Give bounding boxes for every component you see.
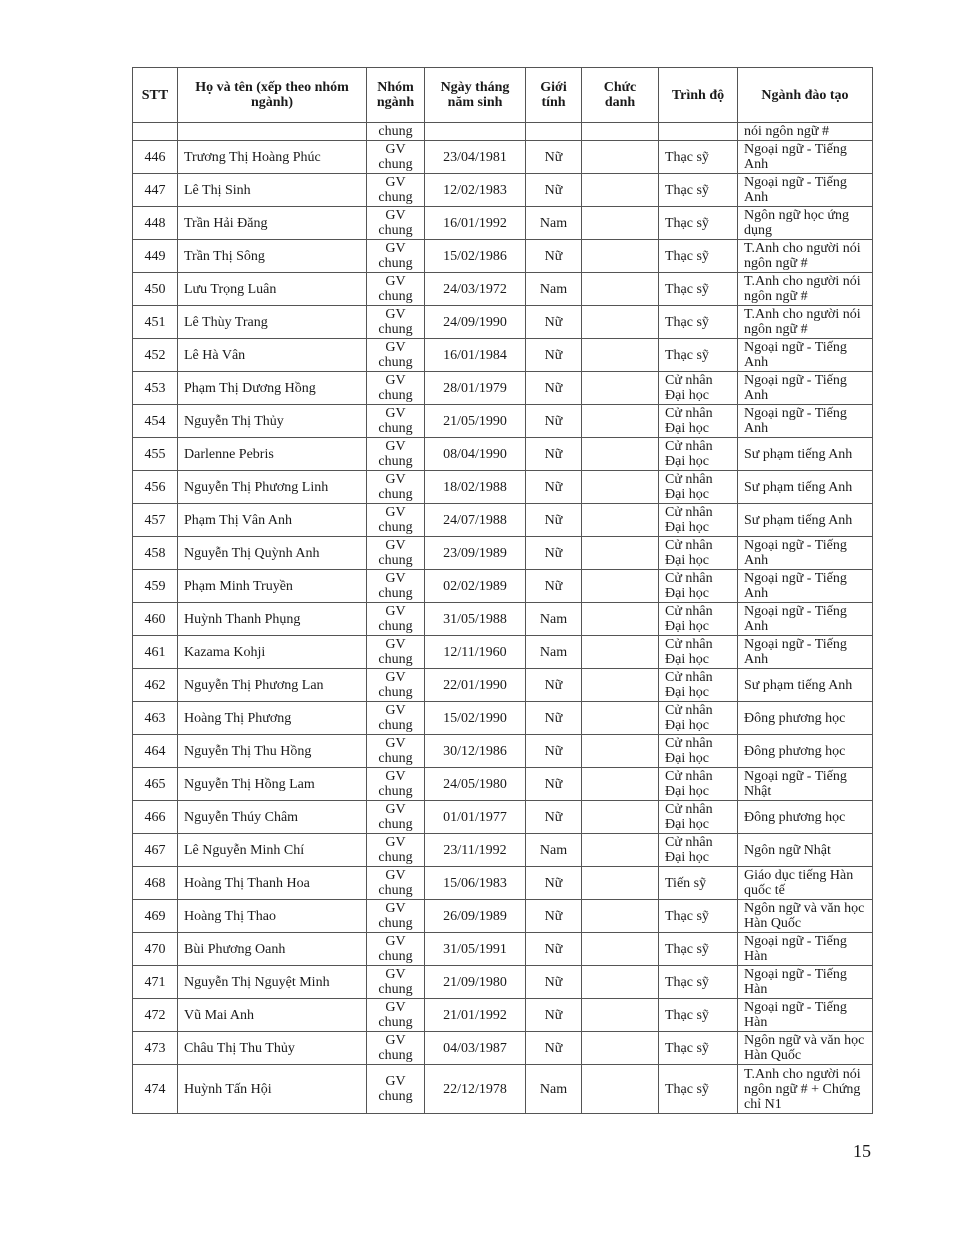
table-row [133,999,873,1032]
cell-dob: 15/06/1983 [425,867,526,900]
cell-title [582,735,659,768]
cell-dob: 26/09/1989 [425,900,526,933]
cell-gender: Nữ [526,933,582,966]
table-row [133,966,873,999]
cell-gender: Nữ [526,240,582,273]
table-row [133,603,873,636]
cell-title [582,306,659,339]
cell-gender: Nữ [526,867,582,900]
cell-stt: 448 [133,207,178,240]
cell-gender: Nữ [526,570,582,603]
cell-title [582,834,659,867]
cell-name: Phạm Minh Truyền [178,570,367,603]
table-row [133,636,873,669]
cell-major: T.Anh cho người nói ngôn ngữ # + Chứng chỉ N1 [738,1065,873,1114]
cell-group: GV chung [367,603,425,636]
cell-name: Lê Hà Vân [178,339,367,372]
cell-group: GV chung [367,273,425,306]
cell-dob: 12/02/1983 [425,174,526,207]
cell-title [582,966,659,999]
cell-major: T.Anh cho người nói ngôn ngữ # [738,306,873,339]
cell-gender: Nữ [526,306,582,339]
table-row [133,702,873,735]
cell-name: Lưu Trọng Luân [178,273,367,306]
cell-dob: 23/04/1981 [425,141,526,174]
cell-name [178,123,367,141]
table-row [133,273,873,306]
cell-gender [526,123,582,141]
header-name: Họ và tên (xếp theo nhóm ngành) [178,68,367,123]
cell-degree: Thạc sỹ [659,174,738,207]
cell-dob: 21/05/1990 [425,405,526,438]
cell-stt: 449 [133,240,178,273]
cell-gender: Nữ [526,438,582,471]
cell-gender: Nữ [526,174,582,207]
cell-name: Bùi Phương Oanh [178,933,367,966]
cell-gender: Nữ [526,801,582,834]
table-row [133,801,873,834]
cell-name: Nguyễn Thị Hồng Lam [178,768,367,801]
cell-major: Ngôn ngữ và văn học Hàn Quốc [738,1032,873,1065]
cell-major: Ngôn ngữ Nhật [738,834,873,867]
cell-name: Nguyễn Thúy Châm [178,801,367,834]
cell-degree: Cử nhân Đại học [659,669,738,702]
cell-major: Ngoại ngữ - Tiếng Anh [738,141,873,174]
cell-gender: Nam [526,834,582,867]
cell-degree: Cử nhân Đại học [659,372,738,405]
cell-stt: 472 [133,999,178,1032]
cell-title [582,636,659,669]
cell-dob [425,123,526,141]
header-dob: Ngày tháng năm sinh [425,68,526,123]
cell-stt: 474 [133,1065,178,1114]
table-row [133,768,873,801]
cell-stt: 461 [133,636,178,669]
table-row [133,867,873,900]
cell-stt: 463 [133,702,178,735]
cell-name: Nguyễn Thị Thu Hồng [178,735,367,768]
cell-name: Trần Thị Sông [178,240,367,273]
cell-stt: 467 [133,834,178,867]
cell-gender: Nam [526,273,582,306]
cell-title [582,141,659,174]
cell-stt: 462 [133,669,178,702]
cell-stt: 446 [133,141,178,174]
cell-title [582,801,659,834]
cell-name: Darlenne Pebris [178,438,367,471]
table-row [133,1032,873,1065]
header-group: Nhóm ngành [367,68,425,123]
cell-dob: 15/02/1986 [425,240,526,273]
cell-degree: Thạc sỹ [659,339,738,372]
cell-dob: 16/01/1992 [425,207,526,240]
cell-dob: 15/02/1990 [425,702,526,735]
table-row [133,339,873,372]
table-row [133,504,873,537]
continuation-row [133,123,873,141]
cell-title [582,372,659,405]
cell-major: Sư phạm tiếng Anh [738,504,873,537]
cell-group: GV chung [367,141,425,174]
cell-dob: 02/02/1989 [425,570,526,603]
cell-stt: 451 [133,306,178,339]
cell-title [582,768,659,801]
cell-degree: Cử nhân Đại học [659,438,738,471]
cell-degree: Thạc sỹ [659,999,738,1032]
cell-title [582,123,659,141]
header-major: Ngành đào tạo [738,68,873,123]
cell-degree: Thạc sỹ [659,1065,738,1114]
cell-group: GV chung [367,966,425,999]
cell-gender: Nữ [526,999,582,1032]
cell-group: GV chung [367,933,425,966]
cell-major: Ngoại ngữ - Tiếng Nhật [738,768,873,801]
cell-stt: 447 [133,174,178,207]
cell-group: GV chung [367,900,425,933]
table-row [133,438,873,471]
cell-degree: Cử nhân Đại học [659,834,738,867]
cell-group: chung [367,123,425,141]
cell-major: Ngoại ngữ - Tiếng Anh [738,372,873,405]
cell-gender: Nữ [526,735,582,768]
cell-major: Ngoại ngữ - Tiếng Hàn [738,999,873,1032]
cell-title [582,999,659,1032]
cell-group: GV chung [367,240,425,273]
cell-name: Lê Thị Sinh [178,174,367,207]
cell-name: Nguyễn Thị Phương Linh [178,471,367,504]
cell-group: GV chung [367,999,425,1032]
cell-name: Hoàng Thị Thanh Hoa [178,867,367,900]
cell-group: GV chung [367,702,425,735]
cell-stt: 459 [133,570,178,603]
cell-major: Ngôn ngữ và văn học Hàn Quốc [738,900,873,933]
cell-name: Lê Thùy Trang [178,306,367,339]
cell-gender: Nam [526,603,582,636]
cell-group: GV chung [367,438,425,471]
table-row [133,669,873,702]
cell-degree: Cử nhân Đại học [659,702,738,735]
cell-gender: Nữ [526,702,582,735]
cell-degree: Cử nhân Đại học [659,537,738,570]
cell-major: Ngoại ngữ - Tiếng Anh [738,636,873,669]
cell-degree: Thạc sỹ [659,966,738,999]
cell-stt: 455 [133,438,178,471]
cell-group: GV chung [367,867,425,900]
cell-dob: 12/11/1960 [425,636,526,669]
cell-title [582,933,659,966]
cell-gender: Nam [526,636,582,669]
cell-title [582,669,659,702]
cell-group: GV chung [367,537,425,570]
cell-degree: Thạc sỹ [659,273,738,306]
cell-dob: 24/07/1988 [425,504,526,537]
cell-gender: Nữ [526,372,582,405]
cell-stt: 468 [133,867,178,900]
cell-stt: 465 [133,768,178,801]
cell-gender: Nữ [526,405,582,438]
cell-gender: Nữ [526,900,582,933]
cell-title [582,570,659,603]
table-header-row [133,68,873,123]
table-row [133,1065,873,1114]
cell-group: GV chung [367,504,425,537]
cell-title [582,438,659,471]
cell-name: Huỳnh Tấn Hội [178,1065,367,1114]
cell-dob: 01/01/1977 [425,801,526,834]
cell-stt: 466 [133,801,178,834]
table-row [133,405,873,438]
cell-group: GV chung [367,372,425,405]
cell-degree: Cử nhân Đại học [659,570,738,603]
cell-degree: Cử nhân Đại học [659,735,738,768]
cell-degree: Thạc sỹ [659,1032,738,1065]
cell-gender: Nữ [526,1032,582,1065]
cell-major: T.Anh cho người nói ngôn ngữ # [738,273,873,306]
cell-gender: Nữ [526,141,582,174]
cell-title [582,900,659,933]
cell-major: Đông phương học [738,735,873,768]
cell-major: Đông phương học [738,801,873,834]
cell-name: Lê Nguyễn Minh Chí [178,834,367,867]
cell-stt: 460 [133,603,178,636]
cell-name: Trần Hải Đăng [178,207,367,240]
cell-degree: Cử nhân Đại học [659,603,738,636]
cell-dob: 18/02/1988 [425,471,526,504]
cell-name: Nguyễn Thị Phương Lan [178,669,367,702]
cell-degree: Cử nhân Đại học [659,636,738,669]
cell-stt: 452 [133,339,178,372]
cell-gender: Nữ [526,768,582,801]
cell-major: Ngoại ngữ - Tiếng Anh [738,339,873,372]
cell-group: GV chung [367,1065,425,1114]
cell-group: GV chung [367,570,425,603]
cell-name: Vũ Mai Anh [178,999,367,1032]
cell-title [582,867,659,900]
cell-title [582,207,659,240]
header-stt: STT [133,68,178,123]
cell-major: Sư phạm tiếng Anh [738,471,873,504]
cell-name: Trương Thị Hoàng Phúc [178,141,367,174]
table-row [133,834,873,867]
cell-name: Nguyễn Thị Quỳnh Anh [178,537,367,570]
cell-gender: Nữ [526,504,582,537]
cell-degree: Cử nhân Đại học [659,405,738,438]
cell-title [582,537,659,570]
cell-dob: 30/12/1986 [425,735,526,768]
header-degree: Trình độ [659,68,738,123]
cell-name: Hoàng Thị Phương [178,702,367,735]
cell-major: nói ngôn ngữ # [738,123,873,141]
cell-dob: 21/01/1992 [425,999,526,1032]
cell-major: Đông phương học [738,702,873,735]
cell-gender: Nam [526,207,582,240]
cell-group: GV chung [367,405,425,438]
cell-degree: Thạc sỹ [659,141,738,174]
cell-gender: Nữ [526,669,582,702]
cell-title [582,1065,659,1114]
cell-title [582,1032,659,1065]
staff-table [132,67,873,1114]
table-row [133,174,873,207]
cell-stt: 453 [133,372,178,405]
table-row [133,306,873,339]
cell-title [582,339,659,372]
cell-degree: Thạc sỹ [659,900,738,933]
cell-degree: Thạc sỹ [659,306,738,339]
cell-stt [133,123,178,141]
cell-degree: Cử nhân Đại học [659,471,738,504]
cell-group: GV chung [367,207,425,240]
table-row [133,537,873,570]
cell-group: GV chung [367,735,425,768]
cell-gender: Nam [526,1065,582,1114]
cell-dob: 04/03/1987 [425,1032,526,1065]
cell-gender: Nữ [526,537,582,570]
cell-dob: 24/05/1980 [425,768,526,801]
cell-stt: 458 [133,537,178,570]
cell-name: Kazama Kohji [178,636,367,669]
cell-group: GV chung [367,339,425,372]
cell-dob: 23/09/1989 [425,537,526,570]
cell-group: GV chung [367,636,425,669]
table-row [133,735,873,768]
cell-stt: 457 [133,504,178,537]
cell-dob: 22/01/1990 [425,669,526,702]
table-row [133,240,873,273]
cell-dob: 08/04/1990 [425,438,526,471]
cell-dob: 24/03/1972 [425,273,526,306]
cell-group: GV chung [367,471,425,504]
table-row [133,471,873,504]
cell-group: GV chung [367,174,425,207]
table-row [133,207,873,240]
cell-title [582,174,659,207]
cell-title [582,240,659,273]
cell-major: Sư phạm tiếng Anh [738,669,873,702]
cell-major: T.Anh cho người nói ngôn ngữ # [738,240,873,273]
cell-major: Ngoại ngữ - Tiếng Hàn [738,966,873,999]
cell-name: Nguyễn Thị Nguyệt Minh [178,966,367,999]
cell-dob: 21/09/1980 [425,966,526,999]
cell-title [582,504,659,537]
cell-dob: 22/12/1978 [425,1065,526,1114]
cell-group: GV chung [367,768,425,801]
cell-dob: 23/11/1992 [425,834,526,867]
header-gender: Giới tính [526,68,582,123]
cell-major: Ngôn ngữ học ứng dụng [738,207,873,240]
cell-major: Ngoại ngữ - Tiếng Hàn [738,933,873,966]
cell-major: Ngoại ngữ - Tiếng Anh [738,174,873,207]
cell-degree: Thạc sỹ [659,933,738,966]
table-row [133,372,873,405]
cell-title [582,603,659,636]
cell-group: GV chung [367,306,425,339]
cell-gender: Nữ [526,966,582,999]
cell-title [582,471,659,504]
cell-stt: 473 [133,1032,178,1065]
cell-major: Ngoại ngữ - Tiếng Anh [738,537,873,570]
cell-gender: Nữ [526,471,582,504]
cell-major: Ngoại ngữ - Tiếng Anh [738,603,873,636]
cell-degree: Thạc sỹ [659,240,738,273]
table-row [133,900,873,933]
cell-degree [659,123,738,141]
cell-major: Giáo dục tiếng Hàn quốc tế [738,867,873,900]
cell-name: Huỳnh Thanh Phụng [178,603,367,636]
page-number: 15 [853,1141,871,1161]
cell-group: GV chung [367,669,425,702]
cell-name: Phạm Thị Dương Hồng [178,372,367,405]
cell-group: GV chung [367,834,425,867]
table-row [133,933,873,966]
table-row [133,141,873,174]
cell-group: GV chung [367,1032,425,1065]
cell-name: Hoàng Thị Thao [178,900,367,933]
cell-dob: 31/05/1991 [425,933,526,966]
cell-dob: 16/01/1984 [425,339,526,372]
cell-dob: 28/01/1979 [425,372,526,405]
cell-title [582,273,659,306]
cell-name: Nguyễn Thị Thủy [178,405,367,438]
header-title: Chức danh [582,68,659,123]
cell-title [582,405,659,438]
cell-degree: Tiến sỹ [659,867,738,900]
table-row [133,570,873,603]
cell-degree: Cử nhân Đại học [659,768,738,801]
cell-degree: Cử nhân Đại học [659,801,738,834]
cell-stt: 470 [133,933,178,966]
cell-degree: Thạc sỹ [659,207,738,240]
cell-group: GV chung [367,801,425,834]
cell-dob: 24/09/1990 [425,306,526,339]
cell-stt: 464 [133,735,178,768]
cell-name: Phạm Thị Vân Anh [178,504,367,537]
cell-name: Châu Thị Thu Thủy [178,1032,367,1065]
cell-major: Ngoại ngữ - Tiếng Anh [738,570,873,603]
cell-major: Sư phạm tiếng Anh [738,438,873,471]
cell-stt: 454 [133,405,178,438]
cell-stt: 471 [133,966,178,999]
cell-gender: Nữ [526,339,582,372]
cell-stt: 450 [133,273,178,306]
cell-degree: Cử nhân Đại học [659,504,738,537]
cell-stt: 469 [133,900,178,933]
cell-title [582,702,659,735]
cell-stt: 456 [133,471,178,504]
cell-major: Ngoại ngữ - Tiếng Anh [738,405,873,438]
cell-dob: 31/05/1988 [425,603,526,636]
